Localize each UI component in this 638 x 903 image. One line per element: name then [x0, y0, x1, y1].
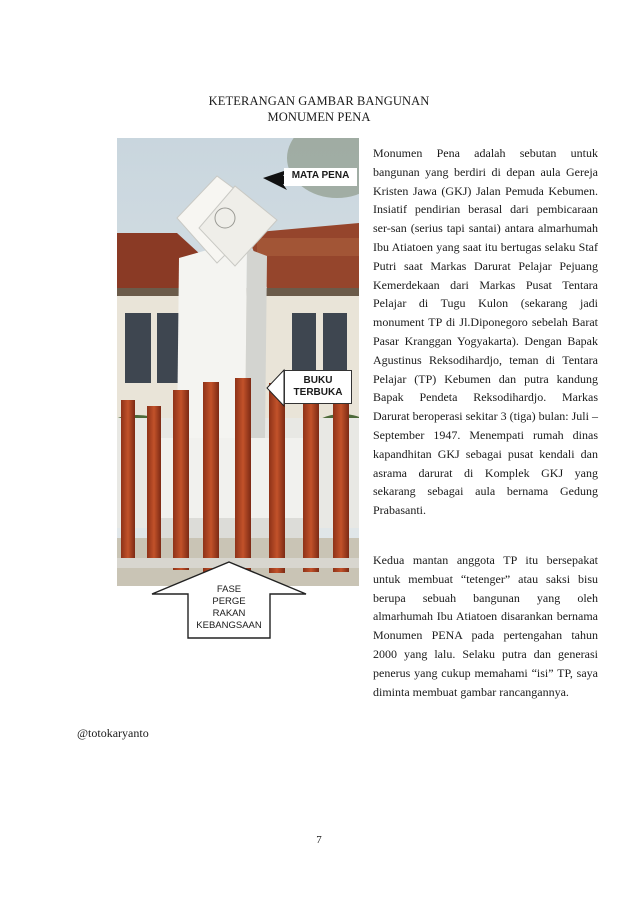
- monument-photo: [117, 138, 359, 586]
- buku-terbuka-callout: [284, 370, 352, 404]
- buku-terbuka-line2: TERBUKA: [293, 387, 343, 398]
- paragraph-1: Monumen Pena adalah sebutan untuk bangunan yang berdiri di depan aula Gereja Kristen Jawa (GKJ) Jalan Pemuda Kebumen. Insiatif pendirian berasal dari pembicaraan ser-san (serius tapi santai) antara almarhumah Ibu Atiatoen yang saat itu bertugas selaku Staf Putri saat Markas Darurat Pelajar Pejuang Kemerdekaan dari Markas Pusat Tentara Pelajar di Tugu Kulon (sekarang jadi monument TP di Jl.Diponegoro sebelah Barat Pasar Kranggan Yogyakarta). Dengan Bapak Agustinus Reksodihardjo, teman di Tentara Pelajar (TP) Kebumen dan putra kandung Bapak Pendeta Reksodihardjo. Markas Darurat beroperasi sekitar 3 (tiga) bulan: Juli – September 1947. Menempati rumah dinas kapandhitan GKJ sebagai pusat kendali dan asrama darurat di Komplek GKJ yang sekarang sebagai aula bernama Gedung Prabasanti.: [373, 146, 598, 518]
- fase-text: [196, 584, 262, 632]
- paragraph-2: Kedua mantan anggota TP itu bersepakat untuk membuat “tetenger” atau saksi bisu berupa sebuah bangunan yang oleh almarhumah Ibu Atiatoen disarankan bernama Monumen PENA pada pertengahan tahun 2000 yang lalu. Selaku putra dan generasi penerus yang cukup memahami “isi” TP, saya diminta membuat gambar rancangannya.: [373, 553, 598, 699]
- fase-line1: FASE: [216, 584, 242, 595]
- mata-pena-label: MATA PENA: [284, 168, 357, 186]
- buku-terbuka-line1: BUKU: [303, 375, 333, 386]
- fase-line3: KEBANGSAAN: [196, 620, 262, 631]
- fase-callout: [150, 560, 308, 640]
- page-number: 7: [316, 834, 322, 846]
- fase-line2: PERGE RAKAN: [212, 596, 246, 619]
- document-title-line2: MONUMEN PENA: [267, 110, 371, 124]
- document-title-line1: KETERANGAN GAMBAR BANGUNAN: [208, 94, 430, 108]
- author-handle: @totokaryanto: [77, 726, 149, 740]
